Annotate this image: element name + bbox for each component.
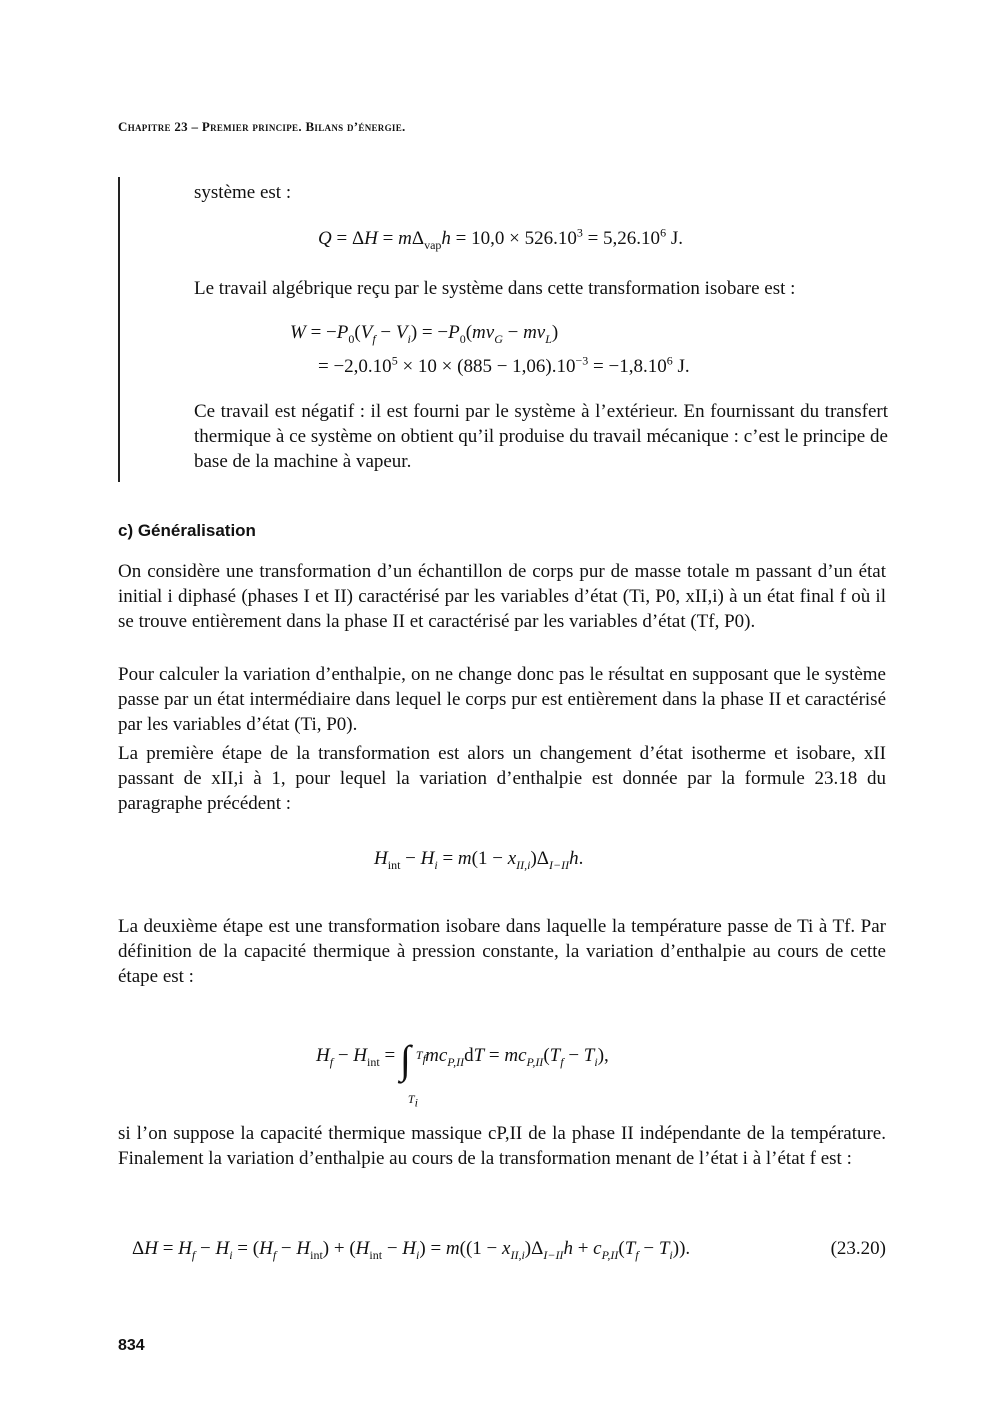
equation-step1: $H_{int} - H_i = m(1 - x_{II,i})\Delta_{I-II}h$.: [374, 848, 584, 872]
paragraph: La première étape de la transformation est alors un changement d’état isotherme et isobare, xII passant de xII,i à 1, pour lequel la variation d’enthalpie est donnée par la formule 23.18 du paragraphe précédent :: [118, 743, 886, 814]
equation-w-line1: $W = -P_0(V_f - V_i) = -P_0(mv_G - mv_L)$: [290, 322, 559, 346]
paragraph: si l’on suppose la capacité thermique massique cP,II de la phase II indépendante de la température. Finalement la variation d’enthalpie au cours de la transformation menant de l’état i à l’état f est :: [118, 1123, 886, 1169]
paragraph: Pour calculer la variation d’enthalpie, on ne change donc pas le résultat en supposant que le système passe par un état intermédiaire dans lequel le corps pur est entièrement dans la phase II et caractérisé par les variables d’état (Ti, P0).: [118, 664, 886, 735]
body-paragraph-1: [118, 559, 886, 634]
work-intro: Le travail algébrique reçu par le système dans cette transformation isobare est :: [194, 278, 796, 299]
paragraph: La deuxième étape est une transformation isobare dans laquelle la température passe de Ti à Tf. Par définition de la capacité thermique à pression constante, la variation d’enthalpie au cours de cette étape est :: [118, 916, 886, 987]
equation-23-20: $\Delta H = H_f - H_i = (H_f - H_{int}) + (H_{int} - H_i) = m((1 - x_{II,i})\Delta_{I-II}h + c_{P,II}(T_f - T_i))$. (23.20): [132, 1238, 886, 1262]
section-title: c) Généralisation: [118, 521, 256, 540]
page-number: 834: [118, 1337, 145, 1354]
body-paragraph-4: [118, 914, 886, 989]
running-header: Chapitre 23 – Premier principe. Bilans d’énergie.: [118, 119, 406, 134]
equation-q: $Q = \Delta H = m\Delta_{vap}h = 10,0 \times 526.10^3 = 5,26.10^6$ J.: [318, 225, 683, 252]
example-block: [118, 177, 888, 482]
equation-step2: $H_f - H_{int}$ = ∫ $T_f$ $T_i$ $mc_{P,II}dT = mc_{P,II}(T_f - T_i)$,: [316, 1037, 609, 1110]
equation-w-line2: = $-2,0.10^5 \times 10 \times (885 - 1,06).10^{-3} = -1,8.10^6$ J.: [318, 353, 690, 377]
equation-number: (23.20): [830, 1238, 886, 1259]
body-paragraph-3: [118, 741, 886, 816]
body-paragraph-2: [118, 662, 886, 737]
body-paragraph-5: [118, 1121, 886, 1171]
example-conclusion: Ce travail est négatif : il est fourni par le système à l’extérieur. En fournissant du transfert thermique à ce système on obtient qu’il produise du travail mécanique : c’est le principe de base de la machine à vapeur.: [194, 401, 888, 472]
paragraph: On considère une transformation d’un échantillon de corps pur de masse totale m passant d’un état initial i diphasé (phases I et II) caractérisé par les variables d’état (Ti, P0, xII,i) à un état final f où il se trouve entièrement dans la phase II et caractérisé par les variables d’état (Tf, P0).: [118, 561, 886, 632]
page: [118, 0, 886, 1417]
integral-sign: ∫ $T_f$ $T_i$: [399, 1037, 426, 1110]
example-intro: système est :: [194, 182, 292, 203]
